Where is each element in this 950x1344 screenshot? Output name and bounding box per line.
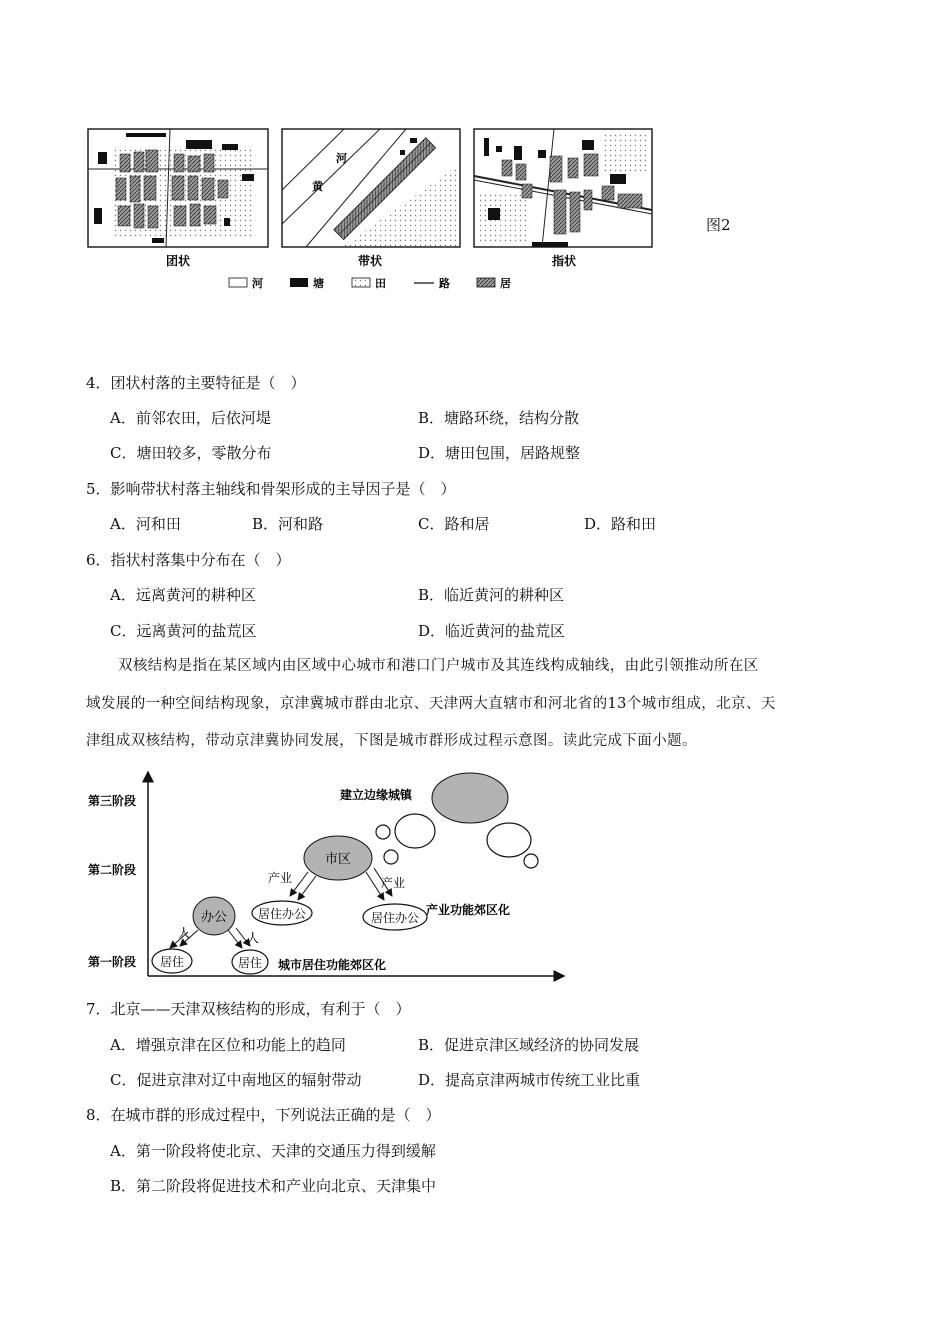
residence-label-left: 居住 (159, 955, 185, 969)
option-c[interactable]: C．塘田较多，零散分布 (110, 444, 272, 462)
legend-field: 田 (375, 277, 386, 290)
river-char-huang: 黄 (312, 180, 323, 193)
question-stem: 8．在城市群的形成过程中，下列说法正确的是（ ） (86, 1106, 441, 1124)
passage-line-2: 域发展的一种空间结构现象，京津冀城市群由北京、天津两大直辖市和河北省的13个城市组成，北京、天 (86, 696, 776, 712)
option-d[interactable]: D．临近黄河的盐荒区 (418, 622, 566, 640)
panel-finger-village (474, 129, 652, 268)
edge-town-circle (487, 823, 531, 857)
option-a[interactable]: A．增强京津在区位和功能上的趋同 (110, 1036, 346, 1054)
option-c[interactable]: C．路和居 (418, 515, 490, 533)
map-legend (229, 276, 511, 290)
panel-cluster-village (88, 129, 268, 268)
panel-label-finger: 指状 (551, 254, 577, 268)
panel-label-cluster: 团状 (165, 254, 191, 268)
people-label-right: 人 (247, 931, 260, 945)
edge-town-circle (395, 814, 435, 848)
option-d[interactable]: D．塘田包围，居路规整 (418, 444, 581, 462)
option-b[interactable]: B．促进京津区域经济的协同发展 (418, 1036, 640, 1054)
stage-2-label: 第二阶段 (88, 863, 137, 877)
city-label: 市区 (324, 852, 352, 867)
figure-2-label: 图2 (706, 216, 731, 234)
option-c[interactable]: C．促进京津对辽中南地区的辐射带动 (110, 1071, 362, 1089)
option-c[interactable]: C．远离黄河的盐荒区 (110, 622, 257, 640)
edge-town-large (432, 773, 508, 823)
legend-pond: 塘 (313, 277, 324, 290)
legend-residence: 居 (500, 277, 511, 290)
residence-suburbanization-label: 城市居住功能郊区化 (278, 958, 387, 972)
option-a[interactable]: A．远离黄河的耕种区 (110, 586, 256, 604)
question-stem: 7．北京——天津双核结构的形成，有利于（ ） (86, 1000, 411, 1018)
option-d[interactable]: D．提高京津两城市传统工业比重 (418, 1071, 641, 1089)
legend-road: 路 (439, 277, 450, 290)
stage-1-label: 第一阶段 (88, 955, 137, 969)
legend-river: 河 (252, 277, 263, 290)
edge-town-circle-small (384, 850, 398, 864)
res-office-label-left: 居住办公 (257, 907, 307, 921)
question-stem: 5．影响带状村落主轴线和骨架形成的主导因子是（ ） (86, 480, 456, 498)
office-label: 办公 (200, 910, 228, 925)
option-a[interactable]: A．河和田 (110, 515, 181, 533)
industry-suburbanization-label: 产业功能郊区化 (426, 903, 511, 917)
passage-line-1: 双核结构是指在某区域内由区域中心城市和港口门户城市及其连线构成轴线，由此引领推动所在区 (118, 658, 759, 674)
option-b[interactable]: B．第二阶段将促进技术和产业向北京、天津集中 (110, 1177, 437, 1195)
river-char-he: 河 (336, 152, 347, 165)
industry-label-right: 产业 (381, 876, 406, 890)
option-b[interactable]: B．河和路 (252, 515, 324, 533)
residence-label-right: 居住 (237, 956, 263, 970)
question-stem: 6．指状村落集中分布在（ ） (86, 551, 291, 569)
stage-3-label: 第三阶段 (88, 794, 137, 808)
option-b[interactable]: B．临近黄河的耕种区 (418, 586, 565, 604)
question-stem: 4．团状村落的主要特征是（ ） (86, 374, 306, 392)
edge-town-label: 建立边缘城镇 (340, 788, 413, 802)
urban-agglomeration-diagram (84, 762, 574, 988)
passage-line-3: 津组成双核结构，带动京津冀协同发展，下图是城市群形成过程示意图。读此完成下面小题。 (86, 733, 697, 749)
option-a[interactable]: A．前邻农田，后依河堤 (110, 409, 271, 427)
option-b[interactable]: B．塘路环绕，结构分散 (418, 409, 580, 427)
res-office-label-right: 居住办公 (370, 911, 420, 925)
figure-2-village-maps (84, 124, 744, 299)
people-label-left: 人 (178, 926, 191, 940)
option-d[interactable]: D．路和田 (584, 515, 657, 533)
panel-label-strip: 带状 (357, 254, 383, 268)
edge-town-circle-small (376, 825, 390, 839)
edge-town-circle-small (524, 854, 538, 868)
industry-label-left: 产业 (268, 871, 293, 885)
panel-strip-village (282, 129, 460, 268)
option-a[interactable]: A．第一阶段将使北京、天津的交通压力得到缓解 (110, 1142, 436, 1160)
